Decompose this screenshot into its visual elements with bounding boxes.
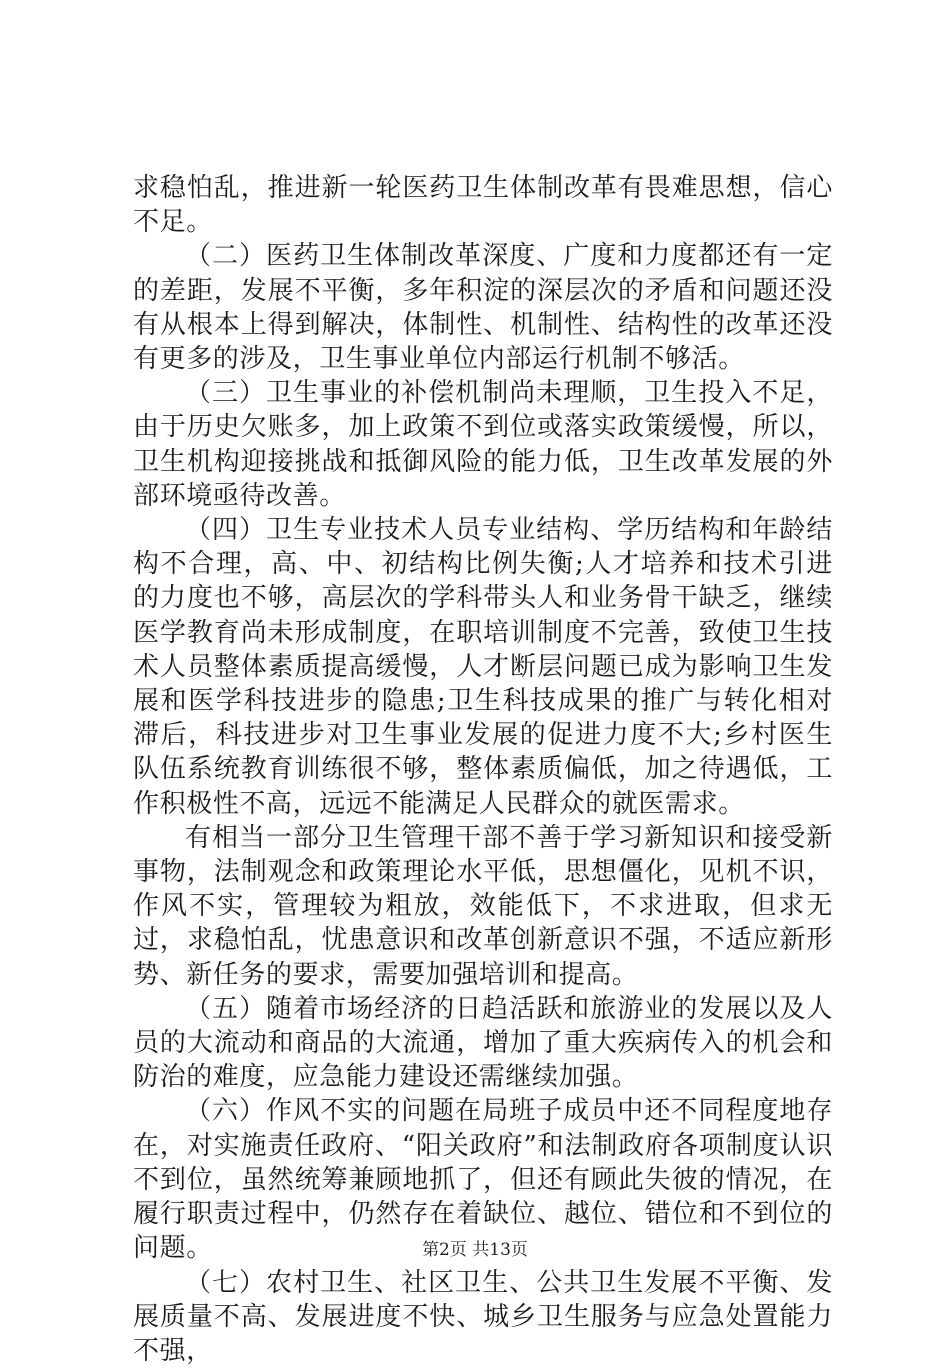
- paragraph-item-5: （五）随着市场经济的日趋活跃和旅游业的发展以及人员的大流动和商品的大流通，增加了重大疾病传入的机会和防治的难度，应急能力建设还需继续加强。: [133, 992, 833, 1095]
- paragraph-continuation: 求稳怕乱，推进新一轮医药卫生体制改革有畏难思想，信心不足。: [133, 171, 833, 239]
- document-body: [133, 171, 833, 1368]
- paragraph-item-2: （二）医药卫生体制改革深度、广度和力度都还有一定的差距，发展不平衡，多年积淀的深层次的矛盾和问题还没有从根本上得到解决，体制性、机制性、结构性的改革还没有更多的涉及，卫生事业单位内部运行机制不够活。: [133, 239, 833, 376]
- paragraph-item-7: （七）农村卫生、社区卫生、公共卫生发展不平衡、发展质量不高、发展进度不快、城乡卫生服务与应急处置能力不强，: [133, 1266, 833, 1368]
- paragraph-item-6: （六）作风不实的问题在局班子成员中还不同程度地存在，对实施责任政府、“阳关政府”和法制政府各项制度认识不到位，虽然统筹兼顾地抓了，但还有顾此失彼的情况，在履行职责过程中，仍然存在着缺位、越位、错位和不到位的问题。: [133, 1094, 833, 1265]
- paragraph-management-cadres: 有相当一部分卫生管理干部不善于学习新知识和接受新事物，法制观念和政策理论水平低，思想僵化，见机不识，作风不实，管理较为粗放，效能低下，不求进取，但求无过，求稳怕乱，忧患意识和改革创新意识不强，不适应新形势、新任务的要求，需要加强培训和提高。: [133, 821, 833, 992]
- paragraph-item-3: （三）卫生事业的补偿机制尚未理顺，卫生投入不足，由于历史欠账多，加上政策不到位或落实政策缓慢，所以，卫生机构迎接挑战和抵御风险的能力低，卫生改革发展的外部环境亟待改善。: [133, 376, 833, 513]
- paragraph-item-4: （四）卫生专业技术人员专业结构、学历结构和年龄结构不合理，高、中、初结构比例失衡;人才培养和技术引进的力度也不够，高层次的学科带头人和业务骨干缺乏，继续医学教育尚未形成制度，在职培训制度不完善，致使卫生技术人员整体素质提高缓慢，人才断层问题已成为影响卫生发展和医学科技进步的隐患;卫生科技成果的推广与转化相对滞后，科技进步对卫生事业发展的促进力度不大;乡村医生队伍系统教育训练很不够，整体素质偏低，加之待遇低，工作积极性不高，远远不能满足人民群众的就医需求。: [133, 513, 833, 821]
- page-number: 第2页 共13页: [0, 1239, 950, 1261]
